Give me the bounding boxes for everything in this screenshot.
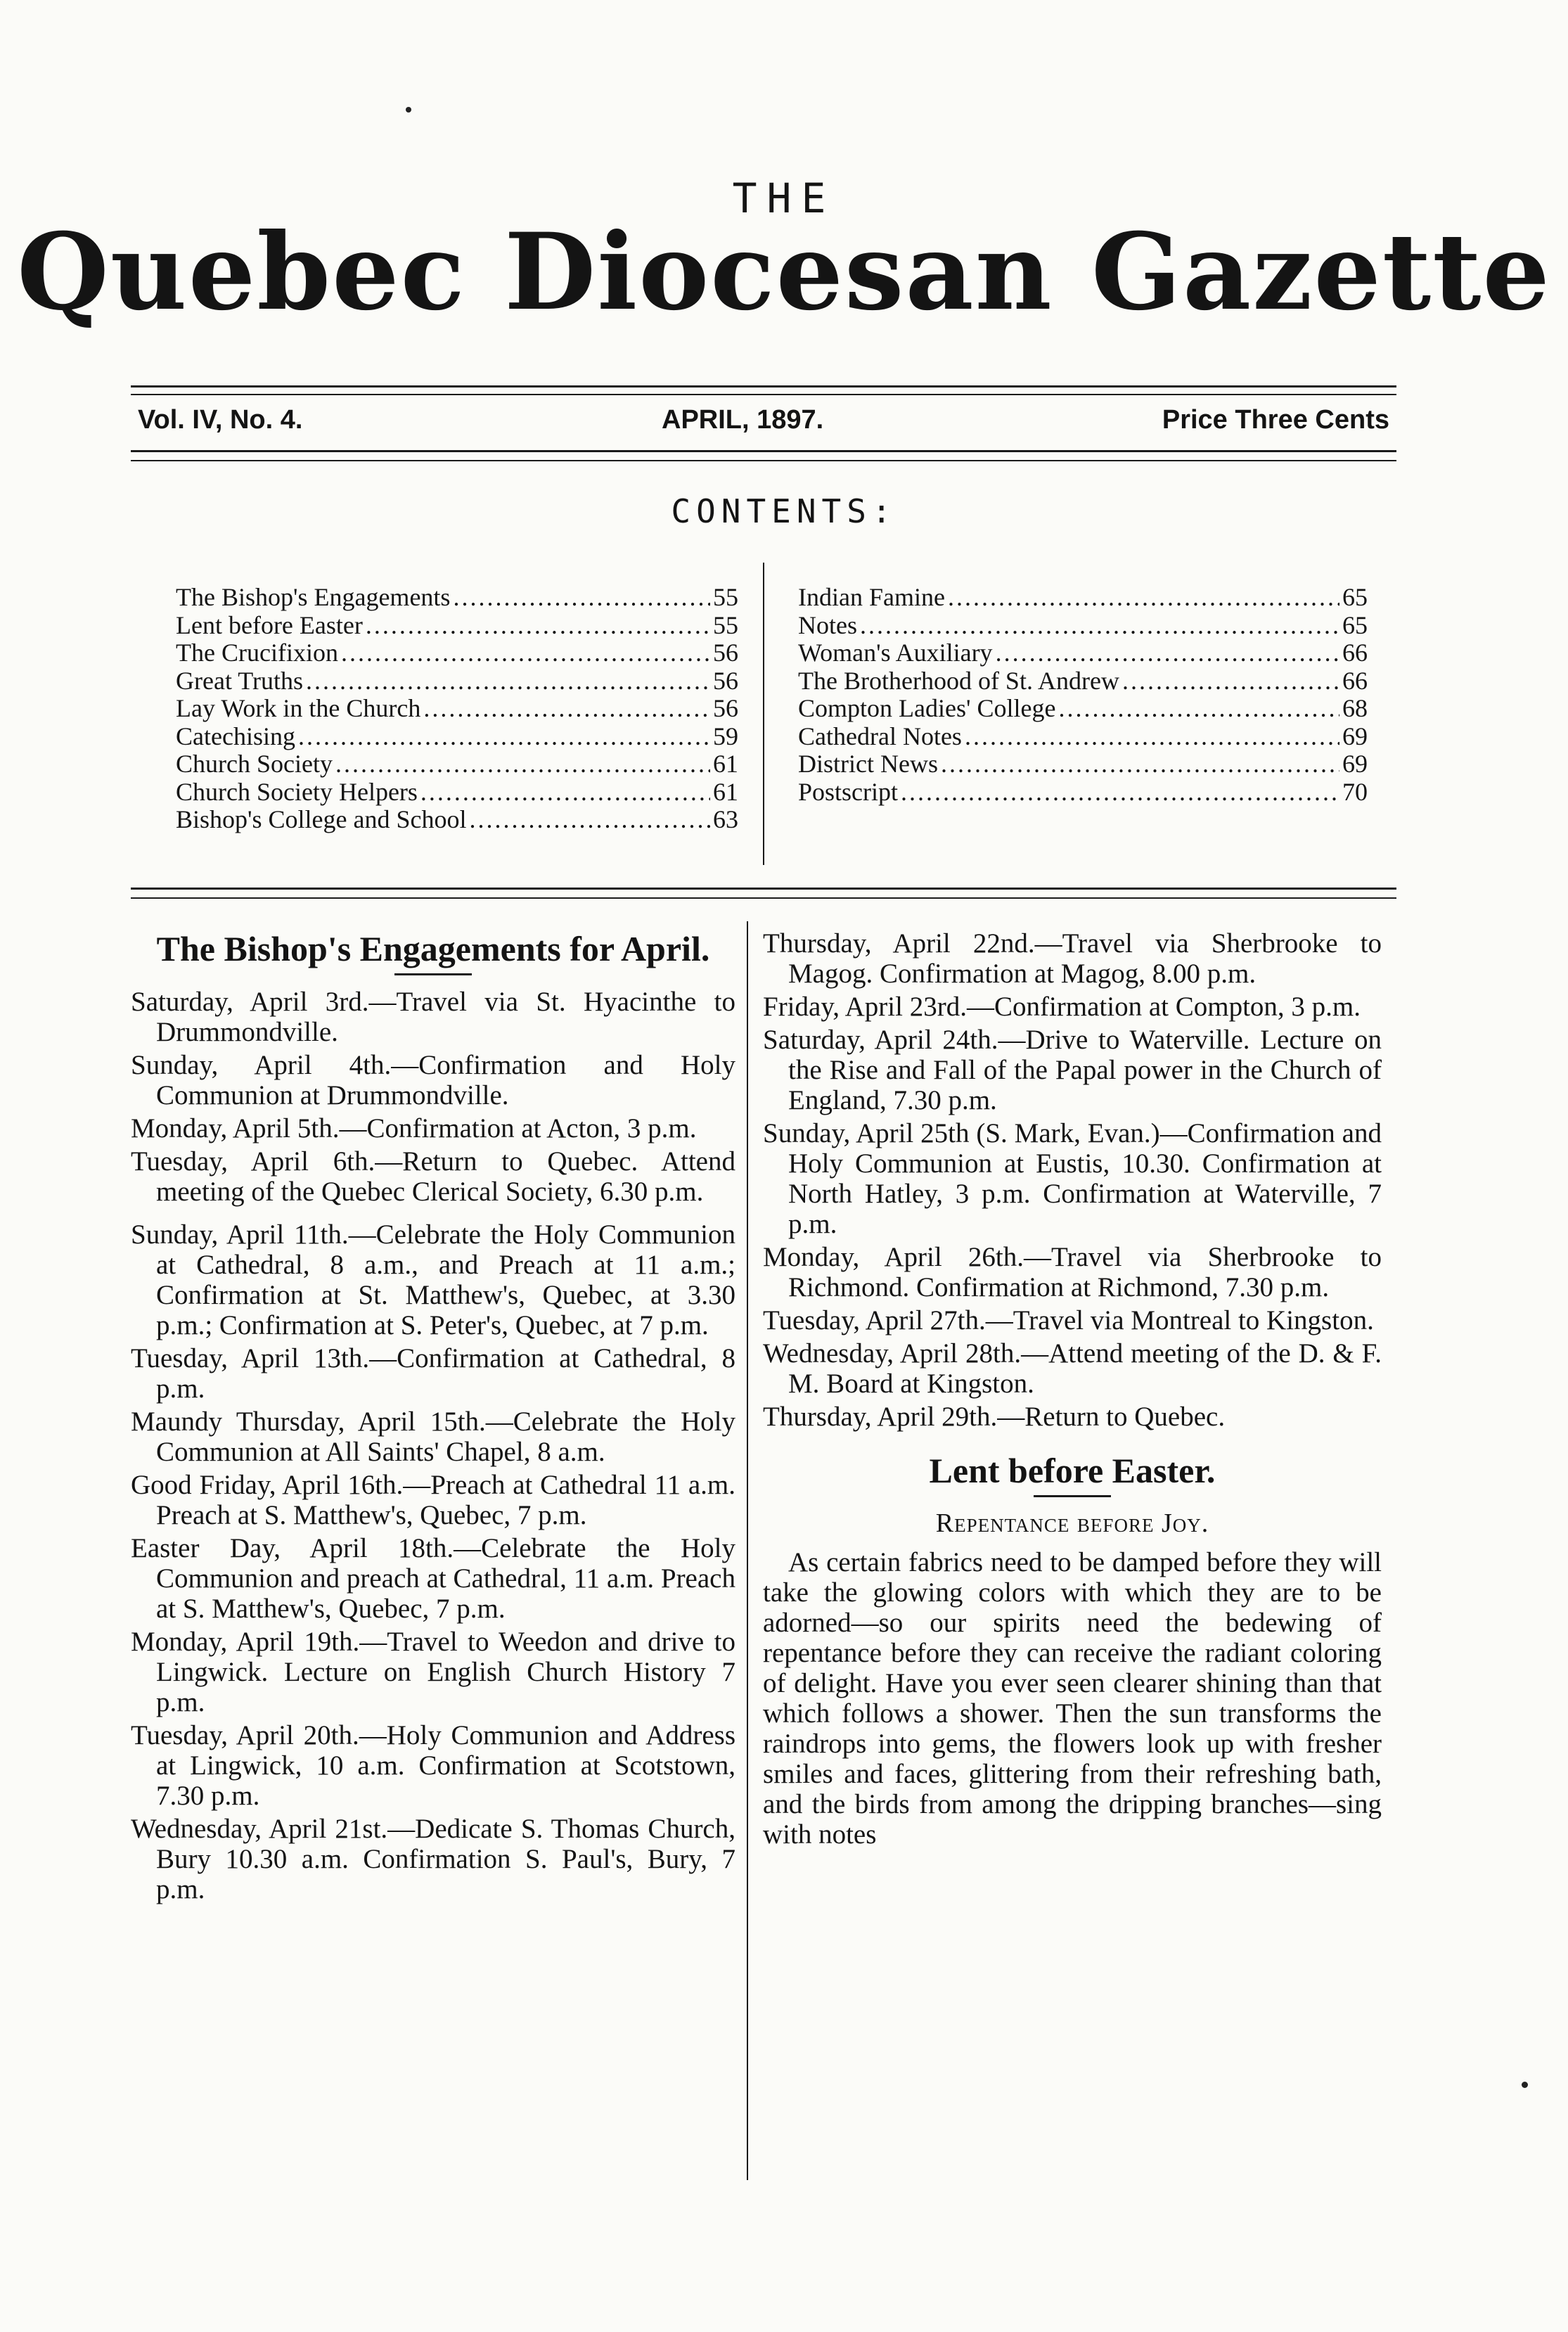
lent-title: Lent before Easter. <box>929 1451 1216 1490</box>
engagement-entry: Easter Day, April 18th.—Celebrate the Holy Communion and preach at Cathedral, 11 a.m. Preach at S. Matthew's, Quebec, 7 p.m. <box>131 1533 735 1624</box>
engagement-list-left <box>131 987 735 1904</box>
contents-entry-page: 66 <box>1342 666 1368 695</box>
contents-entry-page: 65 <box>1342 610 1368 639</box>
engagement-entry: Monday, April 26th.—Travel via Sherbrooke to Richmond. Confirmation at Richmond, 7.30 p.m. <box>763 1242 1382 1302</box>
contents-entry <box>176 723 738 751</box>
contents-entry-title: Catechising <box>176 722 295 750</box>
contents-entry-title: Bishop's College and School <box>176 805 467 833</box>
contents-leader-dots <box>901 779 1339 807</box>
engagement-entry: Tuesday, April 13th.—Confirmation at Cathedral, 8 p.m. <box>131 1343 735 1404</box>
contents-entry-page: 63 <box>713 805 738 833</box>
contents-entry-page: 55 <box>713 583 738 611</box>
contents-leader-dots <box>469 806 710 834</box>
contents-leader-dots <box>948 584 1339 612</box>
contents-leader-dots <box>941 750 1339 779</box>
contents-heading: CONTENTS: <box>671 492 897 530</box>
engagement-entry: Sunday, April 25th (S. Mark, Evan.)—Confirmation and Holy Communion at Eustis, 10.30. Confirmation at North Hatley, 3 p.m. Confirmation at Waterville, 7 p.m. <box>763 1118 1382 1239</box>
price: Price Three Cents <box>1162 405 1389 435</box>
contents-entry-title: The Crucifixion <box>176 639 338 667</box>
title-rule <box>394 973 472 975</box>
contents-entry-title: The Bishop's Engagements <box>176 583 451 611</box>
contents-entry-title: Indian Famine <box>798 583 945 611</box>
contents-leader-dots <box>335 750 710 779</box>
contents-entry-title: Church Society Helpers <box>176 777 418 806</box>
contents-entry-page: 59 <box>713 722 738 750</box>
engagement-entry: Wednesday, April 21st.—Dedicate S. Thomas Church, Bury 10.30 a.m. Confirmation S. Paul's, Bury, 7 p.m. <box>131 1814 735 1904</box>
engagement-entry: Friday, April 23rd.—Confirmation at Compton, 3 p.m. <box>763 992 1361 1022</box>
engagement-entry: Thursday, April 29th.—Return to Quebec. <box>763 1402 1226 1432</box>
lent-subtitle: Repentance before Joy. <box>935 1508 1209 1538</box>
right-column <box>763 928 1382 1850</box>
contents-list-left <box>176 584 738 834</box>
contents-leader-dots <box>996 639 1339 667</box>
header-bottom-rule-thin <box>131 460 1396 461</box>
contents-entry <box>798 695 1368 723</box>
engagement-list-right <box>763 928 1382 1432</box>
volume-number: Vol. IV, No. 4. <box>138 405 303 435</box>
contents-entry-page: 61 <box>713 750 738 778</box>
left-column <box>131 928 735 1907</box>
masthead-title: Quebec Diocesan Gazette <box>17 210 1551 334</box>
contents-entry <box>176 695 738 723</box>
header-top-rule-thin <box>131 394 1396 395</box>
issue-line <box>138 405 1389 447</box>
engagement-entry: Tuesday, April 6th.—Return to Quebec. Attend meeting of the Quebec Clerical Society, 6.30 p.m. <box>131 1146 735 1207</box>
contents-entry <box>798 779 1368 807</box>
contents-entry-page: 56 <box>713 694 738 722</box>
contents-entry-title: Woman's Auxiliary <box>798 639 993 667</box>
contents-entry <box>176 750 738 779</box>
contents-leader-dots <box>1122 667 1339 696</box>
contents-entry-page: 69 <box>1342 750 1368 778</box>
engagement-entry: Maundy Thursday, April 15th.—Celebrate the Holy Communion at All Saints' Chapel, 8 a.m. <box>131 1407 735 1467</box>
print-speck <box>406 107 411 113</box>
engagement-entry: Tuesday, April 20th.—Holy Communion and Address at Lingwick, 10 a.m. Confirmation at Scotstown, 7.30 p.m. <box>131 1720 735 1811</box>
contents-leader-dots <box>453 584 710 612</box>
contents-leader-dots <box>1058 695 1339 723</box>
contents-entry-title: Lent before Easter <box>176 610 363 639</box>
contents-entry-title: Notes <box>798 610 857 639</box>
contents-entry-title: Cathedral Notes <box>798 722 962 750</box>
contents-entry-page: 68 <box>1342 694 1368 722</box>
header-top-rule <box>131 385 1396 387</box>
engagement-entry: Monday, April 5th.—Confirmation at Acton, 3 p.m. <box>131 1113 697 1143</box>
the-label: THE <box>732 174 836 222</box>
contents-entry-title: Compton Ladies' College <box>798 694 1056 722</box>
contents-bottom-rule <box>131 888 1396 890</box>
contents-entry <box>798 612 1368 640</box>
lent-title-rule <box>1034 1495 1111 1497</box>
engagement-entry: Thursday, April 22nd.—Travel via Sherbrooke to Magog. Confirmation at Magog, 8.00 p.m. <box>763 928 1382 989</box>
contents-entry-page: 55 <box>713 610 738 639</box>
contents-leader-dots <box>366 612 710 640</box>
column-divider <box>747 921 748 2180</box>
contents-entry <box>798 639 1368 667</box>
contents-leader-dots <box>423 695 710 723</box>
header-bottom-rule <box>131 450 1396 452</box>
engagements-title: The Bishop's Engagements for April. <box>156 929 710 968</box>
engagement-entry: Saturday, April 24th.—Drive to Waterville. Lecture on the Rise and Fall of the Papal power in the Church of England, 7.30 p.m. <box>763 1025 1382 1115</box>
contents-entry <box>176 612 738 640</box>
contents-entry <box>176 806 738 834</box>
engagement-entry: Wednesday, April 28th.—Attend meeting of the D. & F. M. Board at Kingston. <box>763 1338 1382 1399</box>
contents-entry <box>798 723 1368 751</box>
engagement-entry: Saturday, April 3rd.—Travel via St. Hyacinthe to Drummondville. <box>131 987 735 1047</box>
contents-leader-dots <box>965 723 1339 751</box>
engagement-entry: Good Friday, April 16th.—Preach at Cathedral 11 a.m. Preach at S. Matthew's, Quebec, 7 p.m. <box>131 1470 735 1530</box>
contents-entry-page: 56 <box>713 639 738 667</box>
contents-entry-page: 66 <box>1342 639 1368 667</box>
contents-leader-dots <box>420 779 710 807</box>
contents-entry <box>176 584 738 612</box>
contents-leader-dots <box>298 723 710 751</box>
contents-entry-title: Postscript <box>798 777 899 806</box>
contents-entry-page: 61 <box>713 777 738 806</box>
print-speck <box>1522 2082 1528 2088</box>
contents-leader-dots <box>306 667 710 696</box>
lent-body: As certain fabrics need to be damped before they will take the glowing colors with which they are to be adorned—so our spirits need the bedewing of repentance before they can receive the radiant coloring of delight. Have you ever seen clearer shining than that which follows a shower. Then the sun transforms the raindrops into gems, the flowers look up with fresher smiles and faces, glittering from their refreshing bath, and the birds from among the dripping branches—sing with notes <box>763 1547 1382 1850</box>
contents-leader-dots <box>341 639 710 667</box>
contents-entry-title: District News <box>798 750 938 778</box>
contents-entry <box>176 779 738 807</box>
engagement-entry: Sunday, April 11th.—Celebrate the Holy Communion at Cathedral, 8 a.m., and Preach at 11 a.m.; Confirmation at St. Matthew's, Quebec, at 3.30 p.m.; Confirmation at S. Peter's, Quebec, at 7 p.m. <box>131 1219 735 1340</box>
contents-bottom-rule-thin <box>131 897 1396 899</box>
contents-entry-page: 56 <box>713 666 738 695</box>
contents-entry-title: Lay Work in the Church <box>176 694 421 722</box>
contents-entry-page: 65 <box>1342 583 1368 611</box>
contents-list-right <box>798 584 1368 806</box>
contents-entry-title: Great Truths <box>176 666 304 695</box>
contents-entry-title: Church Society <box>176 750 333 778</box>
engagement-entry: Tuesday, April 27th.—Travel via Montreal to Kingston. <box>763 1305 1374 1335</box>
contents-entry-title: The Brotherhood of St. Andrew <box>798 666 1119 695</box>
issue-date: APRIL, 1897. <box>662 405 824 435</box>
contents-entry-page: 69 <box>1342 722 1368 750</box>
contents-leader-dots <box>860 612 1339 640</box>
contents-entry <box>176 667 738 696</box>
contents-entry <box>798 750 1368 779</box>
contents-entry <box>798 584 1368 612</box>
engagement-entry: Sunday, April 4th.—Confirmation and Holy Communion at Drummondville. <box>131 1050 735 1110</box>
contents-entry <box>798 667 1368 696</box>
engagement-entry: Monday, April 19th.—Travel to Weedon and drive to Lingwick. Lecture on English Church History 7 p.m. <box>131 1627 735 1717</box>
contents-divider <box>763 563 764 865</box>
contents-entry-page: 70 <box>1342 777 1368 806</box>
contents-entry <box>176 639 738 667</box>
